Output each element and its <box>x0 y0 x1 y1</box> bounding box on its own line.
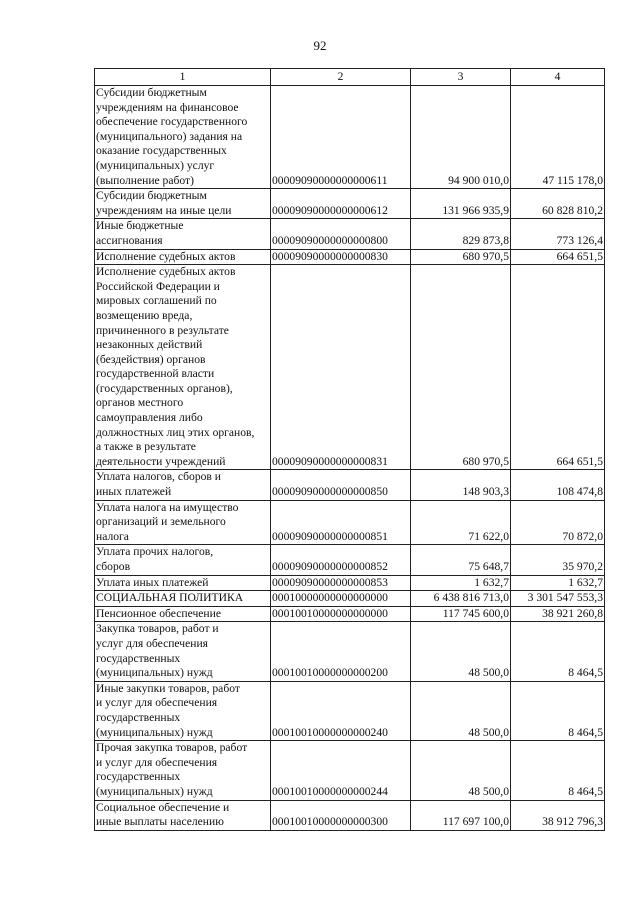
row-code: 00009090000000000851 <box>271 500 411 545</box>
table-row <box>95 591 605 607</box>
table-row <box>95 265 605 470</box>
table-row <box>95 219 605 249</box>
budget-table <box>94 68 605 831</box>
row-code: 00010010000000000240 <box>271 681 411 740</box>
row-name-cell <box>95 606 271 622</box>
row-name: Исполнение судебных актов Российской Федерации и мировых соглашений по возмещению вреда, причиненного в результате незаконных действий (бездействия) органов государственной власти (государственных органов), органов местного самоуправления либо должностных лиц этих органов, а также в результате деятельности учреждений <box>96 265 255 468</box>
row-name-cell <box>95 575 271 591</box>
table-row <box>95 470 605 500</box>
row-name: Социальное обеспечение и иные выплаты населению <box>96 800 230 829</box>
row-name: Иные бюджетные ассигнования <box>96 219 184 247</box>
table-row <box>95 606 605 622</box>
row-value-col3: 131 966 935,9 <box>411 189 511 219</box>
row-value-col4: 70 872,0 <box>511 500 605 545</box>
table-header-row <box>95 69 605 86</box>
row-name: Уплата налога на имущество организаций и земельного налога <box>96 500 239 543</box>
row-name: Уплата налогов, сборов и иных платежей <box>96 470 222 499</box>
row-value-col4: 664 651,5 <box>511 249 605 265</box>
row-name-cell <box>95 741 271 800</box>
row-name-cell <box>95 470 271 500</box>
row-value-col3: 48 500,0 <box>411 741 511 800</box>
budget-table-body <box>95 69 605 831</box>
row-value-col3: 1 632,7 <box>411 575 511 591</box>
row-value-col4: 8 464,5 <box>511 741 605 800</box>
row-name-cell <box>95 249 271 265</box>
row-value-col3: 71 622,0 <box>411 500 511 545</box>
row-value-col3: 6 438 816 713,0 <box>411 591 511 607</box>
row-value-col3: 680 970,5 <box>411 265 511 470</box>
row-value-col3: 94 900 010,0 <box>411 86 511 189</box>
row-value-col4: 8 464,5 <box>511 681 605 740</box>
page-number: 92 <box>313 38 327 53</box>
row-name: Уплата иных платежей <box>96 575 209 589</box>
row-name: Закупка товаров, работ и услуг для обеспечения государственных (муниципальных) нужд <box>96 622 219 680</box>
table-row <box>95 681 605 740</box>
row-value-col3: 829 873,8 <box>411 219 511 249</box>
row-code: 00009090000000000853 <box>271 575 411 591</box>
row-code: 00010010000000000244 <box>271 741 411 800</box>
row-name-cell <box>95 86 271 189</box>
row-code: 00009090000000000611 <box>271 86 411 189</box>
row-code: 00010010000000000200 <box>271 622 411 681</box>
row-value-col4: 38 921 260,8 <box>511 606 605 622</box>
row-name: Иные закупки товаров, работ и услуг для обеспечения государственных (муниципальных) нужд <box>96 681 240 739</box>
row-value-col3: 48 500,0 <box>411 622 511 681</box>
table-row <box>95 500 605 545</box>
row-name: СОЦИАЛЬНАЯ ПОЛИТИКА <box>96 591 244 605</box>
row-name-cell <box>95 681 271 740</box>
row-value-col3: 117 697 100,0 <box>411 800 511 830</box>
row-name-cell <box>95 219 271 249</box>
row-name-cell <box>95 500 271 545</box>
row-code: 00010010000000000300 <box>271 800 411 830</box>
row-name: Уплата прочих налогов, сборов <box>96 545 214 573</box>
row-name: Прочая закупка товаров, работ и услуг для обеспечения государственных (муниципальных) нужд <box>96 741 248 798</box>
row-name-cell <box>95 265 271 470</box>
row-name-cell <box>95 591 271 607</box>
row-code: 00009090000000000850 <box>271 470 411 500</box>
column-header-4: 4 <box>511 69 605 86</box>
column-header-1: 1 <box>95 69 271 86</box>
row-name: Субсидии бюджетным учреждениям на финансовое обеспечение государственного (муниципального) задания на оказание государственных (муниципальных) услуг (выполнение работ) <box>96 86 248 187</box>
row-name-cell <box>95 545 271 575</box>
row-value-col4: 664 651,5 <box>511 265 605 470</box>
row-value-col4: 8 464,5 <box>511 622 605 681</box>
row-code: 00010010000000000000 <box>271 606 411 622</box>
row-value-col3: 48 500,0 <box>411 681 511 740</box>
table-row <box>95 545 605 575</box>
row-code: 00009090000000000852 <box>271 545 411 575</box>
table-row <box>95 800 605 830</box>
row-value-col4: 38 912 796,3 <box>511 800 605 830</box>
table-row <box>95 86 605 189</box>
row-value-col4: 773 126,4 <box>511 219 605 249</box>
row-name-cell <box>95 800 271 830</box>
row-name-cell <box>95 622 271 681</box>
row-value-col3: 117 745 600,0 <box>411 606 511 622</box>
table-row <box>95 622 605 681</box>
row-name: Субсидии бюджетным учреждениям на иные цели <box>96 189 232 217</box>
row-code: 00009090000000000831 <box>271 265 411 470</box>
row-name: Пенсионное обеспечение <box>96 606 221 620</box>
column-header-3: 3 <box>411 69 511 86</box>
row-value-col4: 35 970,2 <box>511 545 605 575</box>
row-value-col4: 1 632,7 <box>511 575 605 591</box>
row-code: 00010000000000000000 <box>271 591 411 607</box>
row-value-col4: 108 474,8 <box>511 470 605 500</box>
row-value-col4: 60 828 810,2 <box>511 189 605 219</box>
row-value-col3: 75 648,7 <box>411 545 511 575</box>
row-name: Исполнение судебных актов <box>96 249 236 263</box>
table-row <box>95 189 605 219</box>
table-row <box>95 575 605 591</box>
table-row <box>95 741 605 800</box>
column-header-2: 2 <box>271 69 411 86</box>
row-value-col3: 148 903,3 <box>411 470 511 500</box>
row-value-col3: 680 970,5 <box>411 249 511 265</box>
row-code: 00009090000000000830 <box>271 249 411 265</box>
row-code: 00009090000000000612 <box>271 189 411 219</box>
row-value-col4: 47 115 178,0 <box>511 86 605 189</box>
row-name-cell <box>95 189 271 219</box>
row-code: 00009090000000000800 <box>271 219 411 249</box>
row-value-col4: 3 301 547 553,3 <box>511 591 605 607</box>
table-row <box>95 249 605 265</box>
